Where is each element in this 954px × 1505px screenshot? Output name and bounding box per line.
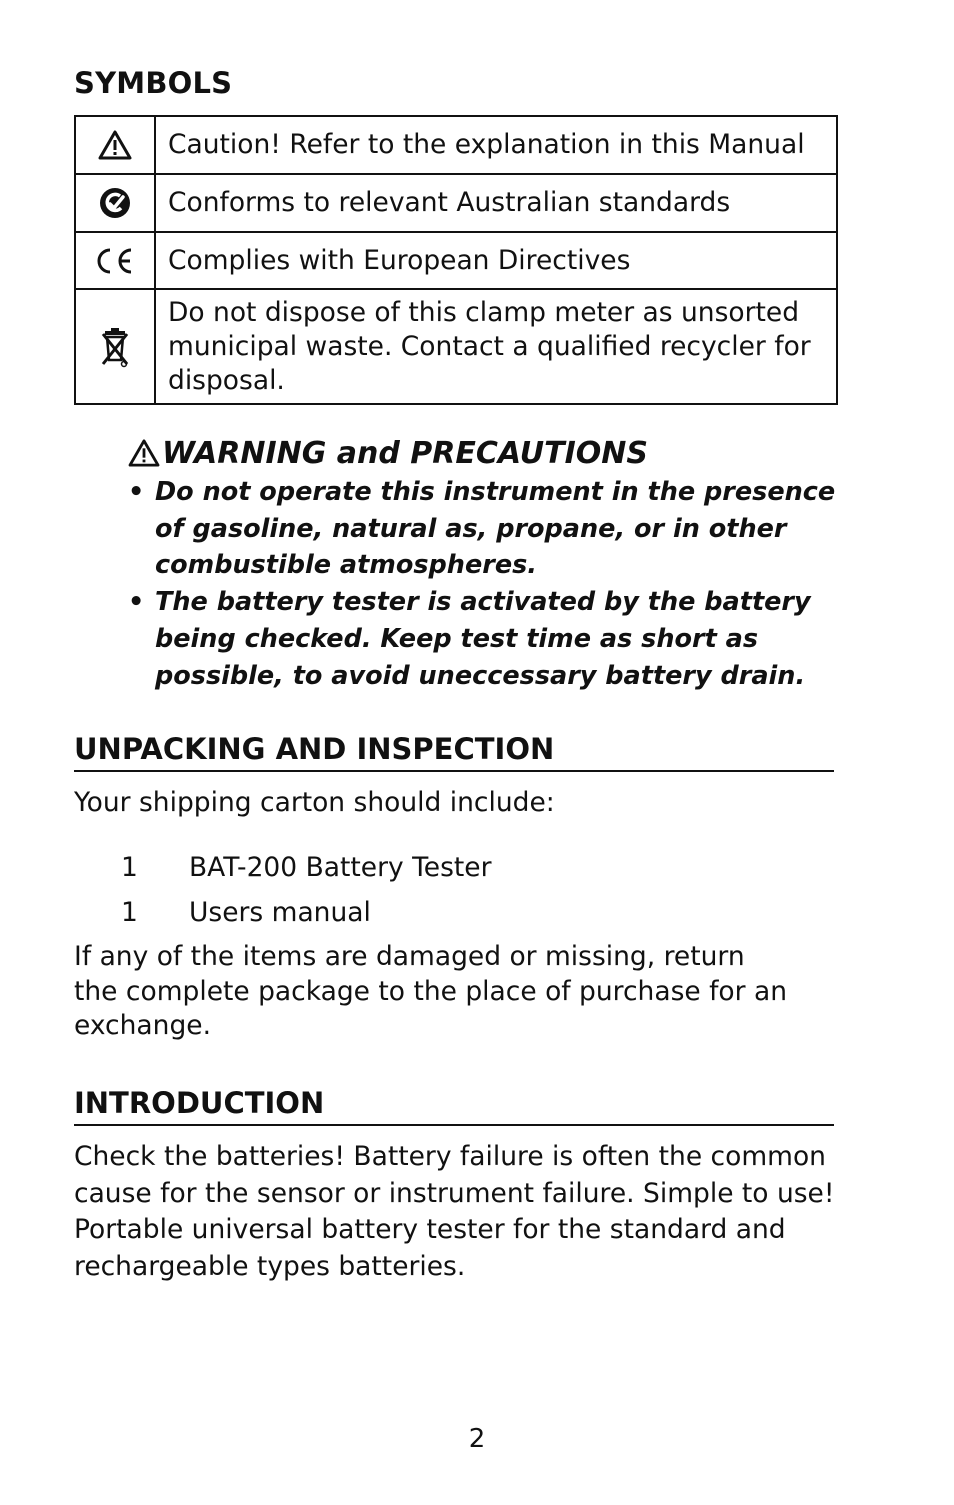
weee-crossed-bin-icon	[100, 326, 130, 368]
table-row	[75, 116, 837, 174]
introduction-heading: INTRODUCTION	[74, 1086, 834, 1126]
caution-triangle-icon	[98, 130, 132, 160]
bullet: •	[128, 587, 145, 618]
table-row	[75, 174, 837, 232]
unpacking-note: If any of the items are damaged or missing, return the complete package to the place of purchase for an exchange.	[74, 941, 788, 1041]
warning-list	[128, 474, 838, 694]
list-item	[74, 845, 491, 890]
list-item	[128, 474, 838, 584]
introduction-body: Check the batteries! Battery failure is often the common cause for the sensor or instrument failure. Simple to use! Portable universal battery tester for the standard and rechargeable types batteries.	[74, 1141, 835, 1283]
warning-item-text: The battery tester is activated by the battery being checked. Keep test time as short as possible, to avoid uneccessary battery drain.	[155, 587, 811, 691]
item-description: BAT-200 Battery Tester	[189, 852, 492, 883]
caution-triangle-icon	[128, 439, 160, 467]
symbol-description: Complies with European Directives	[155, 232, 837, 289]
symbol-description: Caution! Refer to the explanation in this Manual	[155, 116, 837, 174]
symbol-description: Conforms to relevant Australian standards	[155, 174, 837, 232]
item-description: Users manual	[189, 897, 371, 928]
warning-heading	[128, 432, 838, 474]
page-number: 2	[468, 1424, 486, 1454]
symbols-heading: SYMBOLS	[74, 66, 233, 100]
list-item	[74, 890, 491, 935]
warning-title: WARNING and PRECAUTIONS	[162, 435, 648, 471]
bullet: •	[128, 477, 145, 507]
package-contents-list	[74, 845, 491, 935]
table-row	[75, 289, 837, 404]
warning-item-text: Do not operate this instrument in the presence of gasoline, natural as, propane, or in other combustible atmospheres.	[155, 477, 836, 581]
unpacking-intro: Your shipping carton should include:	[74, 787, 555, 818]
item-quantity: 1	[121, 852, 138, 883]
symbols-table	[74, 115, 838, 405]
unpacking-heading: UNPACKING AND INSPECTION	[74, 732, 834, 772]
ce-mark-icon	[95, 246, 135, 276]
table-row	[75, 232, 837, 289]
c-tick-mark-icon	[99, 187, 131, 219]
warning-section	[128, 432, 838, 694]
symbol-description: Do not dispose of this clamp meter as unsorted municipal waste. Contact a qualified recycler for disposal.	[155, 289, 837, 404]
item-quantity: 1	[121, 897, 138, 928]
list-item	[128, 584, 838, 694]
